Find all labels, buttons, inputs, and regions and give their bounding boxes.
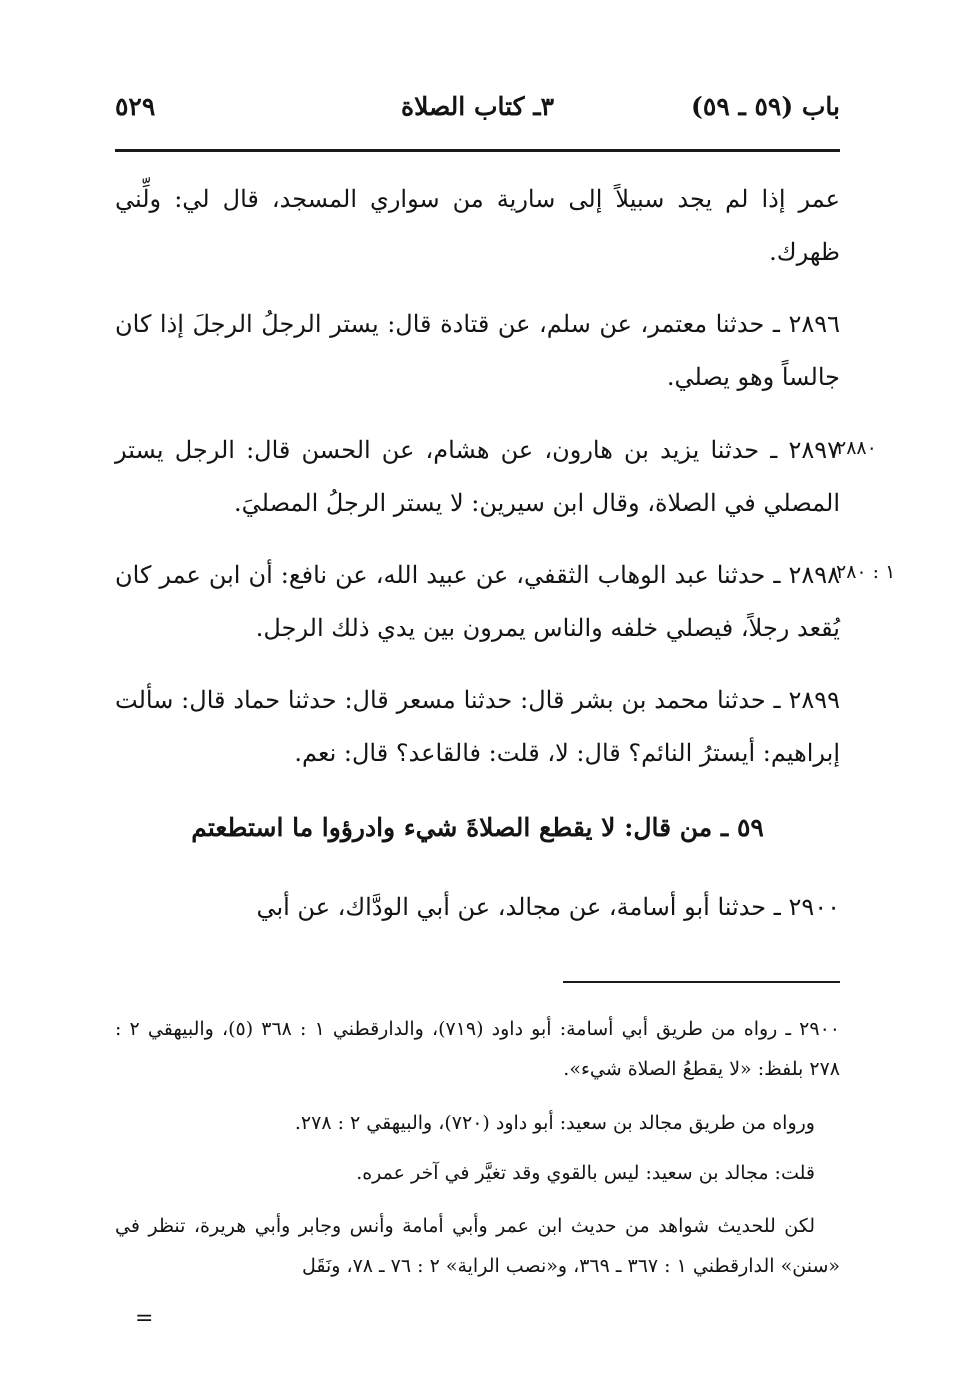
hadith-2896: ٢٨٩٦ ـ حدثنا معتمر، عن سلم، عن قتادة قال: يستر الرجلُ الرجلَ إذا كان جالساً وهو يصلي. — [115, 310, 840, 391]
hadith-2897: ٢٨٩٧ ـ حدثنا يزيد بن هارون، عن هشام، عن الحسن قال: الرجل يستر المصلي في الصلاة، وقال ابن سيرين: لا يستر الرجلُ المصليَ. — [115, 436, 840, 517]
margin-reference: ١ : ٢٨٠ — [836, 561, 896, 583]
continuation-mark: = — [135, 1306, 154, 1331]
footnote: ورواه من طريق مجالد بن سعيد: أبو داود (٧٢٠)، والبيهقي ٢ : ٢٧٨. — [294, 1112, 815, 1134]
footnote: ٢٩٠٠ ـ رواه من طريق أبي أسامة: أبو داود (٧١٩)، والدارقطني ١ : ٣٦٨ (٥)، والبيهقي ٢ : ٢٧٨ بلفظ: «لا يقطعُ الصلاة شيء». — [115, 1018, 840, 1080]
hadith-2899: ٢٨٩٩ ـ حدثنا محمد بن بشر قال: حدثنا مسعر قال: حدثنا حماد قال: سألت إبراهيم: أيسترُ النائم؟ قال: لا، قلت: فالقاعد؟ قال: نعم. — [115, 686, 840, 767]
footnote-divider — [563, 981, 840, 983]
hadith-2898: ٢٨٩٨ ـ حدثنا عبد الوهاب الثقفي، عن عبيد الله، عن نافع: أن ابن عمر كان يُقعد رجلاً، فيصلي خلفه والناس يمرون بين يدي ذلك الرجل. — [115, 561, 840, 642]
footnote: قلت: مجالد بن سعيد: ليس بالقوي وقد تغيَّر في آخر عمره. — [356, 1162, 815, 1184]
chapter-title: باب (٥٩ ـ ٥٩) — [691, 92, 840, 121]
page-number: ٥٢٩ — [115, 92, 156, 121]
margin-reference: ٢٨٨٠ — [836, 437, 877, 459]
footnote: لكن للحديث شواهد من حديث ابن عمر وأبي أمامة وأنس وجابر وأبي هريرة، تنظر في «سنن» الدارقطني ١ : ٣٦٧ ـ ٣٦٩، و«نصب الراية» ٢ : ٧٦ ـ ٧٨، ونَقَل — [115, 1215, 840, 1277]
running-header — [115, 92, 840, 134]
paragraph-continuation: عمر إذا لم يجد سبيلاً إلى سارية من سواري المسجد، قال لي: ولِّني ظهرك. — [115, 185, 840, 266]
book-title: ٣ـ كتاب الصلاة — [400, 92, 555, 121]
hadith-2900: ٢٩٠٠ ـ حدثنا أبو أسامة، عن مجالد، عن أبي الودَّاك، عن أبي — [256, 893, 840, 921]
header-divider — [115, 149, 840, 152]
section-heading: ٥٩ ـ من قال: لا يقطع الصلاةَ شيء وادرؤوا ما استطعتم — [191, 813, 764, 842]
